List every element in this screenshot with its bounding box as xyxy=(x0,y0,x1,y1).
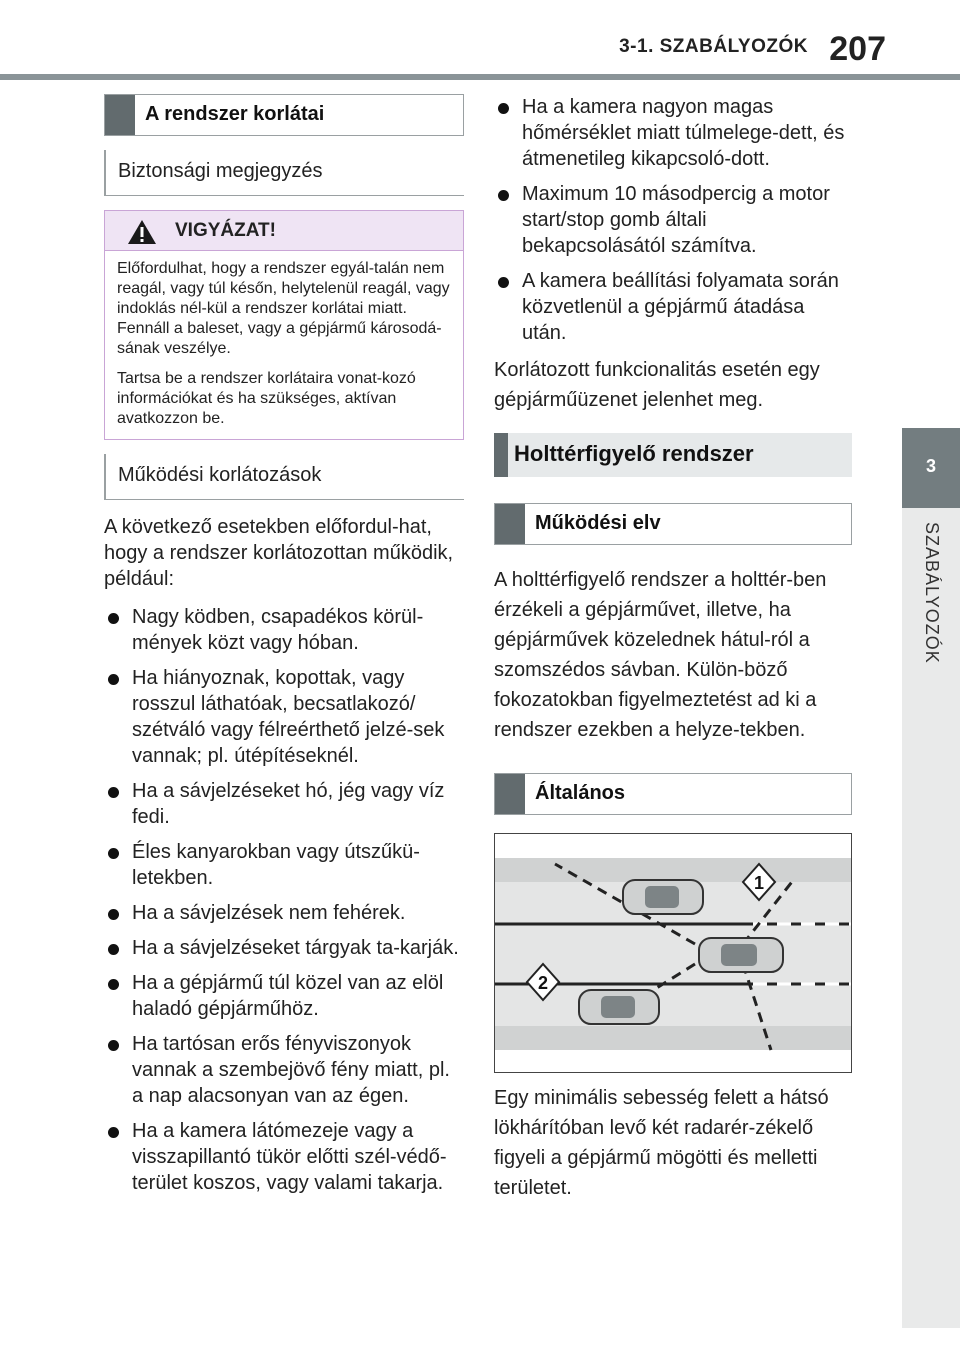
heading-marker xyxy=(495,774,525,814)
principle-paragraph: A holttérfigyelő rendszer a holttér-ben érzékeli a gépjárművet, illetve, ha gépjárművek közelednek hátul-ról a szomszédos sávban. Külön-böző fokozatokban figyelmeztetést ad ki a rendszer ezekben a helyze-tekben. xyxy=(494,569,827,741)
warning-box xyxy=(104,210,464,440)
principle-heading-box xyxy=(494,503,852,545)
op-limits-heading: Működési korlátozások xyxy=(104,454,464,500)
section-heading-box xyxy=(494,433,852,477)
warning-paragraph: Előfordulhat, hogy a rendszer egyál-talán nem reagál, vagy túl későn, helytelenül reagál, vagy indoklás nél-kül a rendszer korlátai miatt. Fennáll a baleset, vagy a gépjármű károsodá-sának veszélye. xyxy=(117,260,450,357)
chapter-number: 3 xyxy=(925,456,936,476)
chapter-tab xyxy=(902,428,960,508)
limits-list xyxy=(104,604,464,1196)
blind-spot-illustration xyxy=(494,833,852,1073)
list-item: Ha a gépjármű túl közel van az elöl haladó gépjárműhöz. xyxy=(104,970,464,1022)
list-item: Ha tartósan erős fényviszonyok vannak a szembejövő fény miatt, pl. a nap alacsonyan van az égen. xyxy=(104,1031,464,1109)
limits-heading-box xyxy=(104,94,464,136)
warning-paragraph: Tartsa be a rendszer korlátaira vonat-kozó információkat és ha szükséges, aktívan avatkozzon be. xyxy=(117,370,416,427)
section-heading: Holttérfigyelő rendszer xyxy=(514,441,754,466)
limits-heading: A rendszer korlátai xyxy=(145,103,325,125)
heading-marker xyxy=(494,433,508,477)
list-item: Maximum 10 másodpercig a motor start/stop gomb általi bekapcsolásától számítva. xyxy=(494,181,852,259)
list-item: Éles kanyarokban vagy útszűkü-letekben. xyxy=(104,839,464,891)
road-diagram xyxy=(495,834,852,1073)
heading-marker xyxy=(105,95,135,135)
list-item: Ha a kamera látómezeje vagy a visszapillantó tükör előtti szél-védő-terület koszos, vagy valami takarja. xyxy=(104,1118,464,1196)
list-item: Ha a kamera nagyon magas hőmérséklet miatt túlmelege-dett, és átmenetileg kikapcsoló-dott. xyxy=(494,94,852,172)
principle-heading: Működési elv xyxy=(535,512,661,534)
intro-paragraph: A következő esetekben előfordul-hat, hogy a rendszer korlátozottan működik, például: xyxy=(104,516,454,590)
page-number: 207 xyxy=(829,30,886,68)
list-item: Ha a sávjelzések nem fehérek. xyxy=(104,900,464,926)
general-heading: Általános xyxy=(535,782,626,804)
list-item: Nagy ködben, csapadékos körül-mények közt vagy hóban. xyxy=(104,604,464,656)
camera-list xyxy=(494,94,852,346)
car-own xyxy=(699,938,783,972)
left-column xyxy=(104,94,464,1205)
warning-title: VIGYÁZAT! xyxy=(175,220,276,241)
car-lower xyxy=(579,990,659,1024)
limited-function-paragraph: Korlátozott funkcionalitás esetén egy gépjárműüzenet jelenhet meg. xyxy=(494,359,820,411)
section-title: 3-1. SZABÁLYOZÓK xyxy=(619,36,808,57)
list-item: Ha a sávjelzéseket tárgyak ta-karják. xyxy=(104,935,464,961)
car-upper xyxy=(623,880,703,914)
list-item: Ha a sávjelzéseket hó, jég vagy víz fedi. xyxy=(104,778,464,830)
list-item: A kamera beállítási folyamata során közvetlenül a gépjármű átadása után. xyxy=(494,268,852,346)
zone-label-2: 2 xyxy=(537,973,549,993)
list-item: Ha hiányoznak, kopottak, vagy rosszul láthatóak, becsatlakozó/ szétváló vagy félreérthető jelzé-sek vannak; pl. útépítéseknél. xyxy=(104,665,464,769)
warning-triangle-icon xyxy=(127,219,157,245)
chapter-label: SZABÁLYOZÓK xyxy=(922,522,942,664)
warning-header xyxy=(105,211,463,251)
right-column xyxy=(494,94,852,1203)
general-heading-box xyxy=(494,773,852,815)
header-rule xyxy=(0,74,960,80)
safety-note-heading: Biztonsági megjegyzés xyxy=(104,150,464,196)
final-paragraph: Egy minimális sebesség felett a hátsó lökhárítóban levő két radarér-zékelő figyeli a gépjármű mögötti és melletti területet. xyxy=(494,1087,829,1199)
zone-label-1: 1 xyxy=(753,873,765,893)
warning-body xyxy=(105,251,463,439)
heading-marker xyxy=(495,504,525,544)
